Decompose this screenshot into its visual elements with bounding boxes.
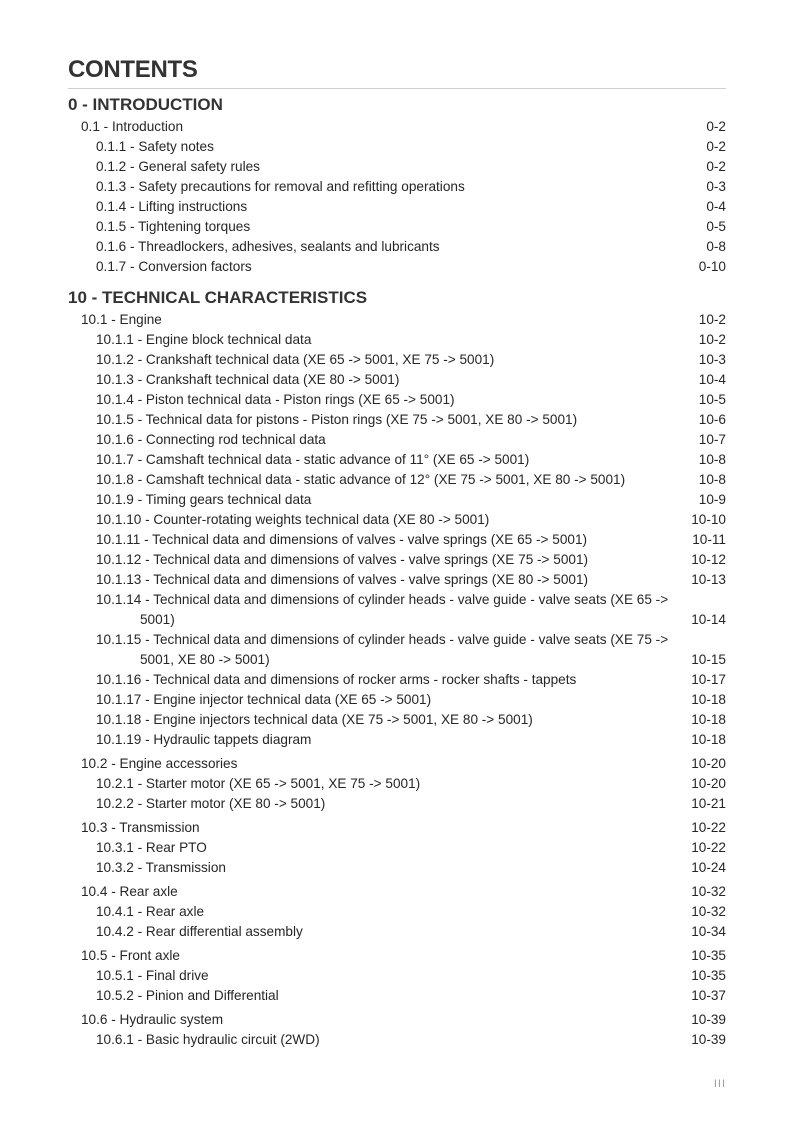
entry-page-number: 10-15 <box>691 652 726 667</box>
toc-subsection-entry[interactable] <box>68 430 726 450</box>
entry-label: 10.5 - Front axle <box>81 948 180 963</box>
entry-label: 10.1.11 - Technical data and dimensions of valves - valve springs (XE 65 -> 5001) <box>96 532 588 547</box>
toc-chapter <box>68 93 726 277</box>
toc-subsection-entry[interactable] <box>68 986 726 1006</box>
entry-label: 10.3 - Transmission <box>81 820 200 835</box>
toc-section-entry[interactable] <box>68 310 726 330</box>
entry-label: 10.1.12 - Technical data and dimensions of valves - valve springs (XE 75 -> 5001) <box>96 552 589 567</box>
entry-label: 0.1.3 - Safety precautions for removal and refitting operations <box>96 179 465 194</box>
toc-subsection-entry[interactable] <box>68 157 726 177</box>
entry-label: 10.2.1 - Starter motor (XE 65 -> 5001, XE 75 -> 5001) <box>96 776 421 791</box>
entry-page-number: 10-39 <box>691 1032 726 1047</box>
entry-page-number: 0-4 <box>706 199 726 214</box>
toc-section-entry[interactable] <box>68 117 726 137</box>
entry-label: 10.3.2 - Transmission <box>96 860 226 875</box>
toc-subsection-entry[interactable] <box>68 902 726 922</box>
title-divider <box>68 88 726 89</box>
entry-page-number: 10-32 <box>691 904 726 919</box>
entry-label: 10.1.6 - Connecting rod technical data <box>96 432 326 447</box>
entry-page-number: 10-2 <box>698 312 726 327</box>
toc-subsection-entry[interactable] <box>68 510 726 530</box>
toc-subsection-entry[interactable] <box>68 730 726 750</box>
table-of-contents <box>68 92 726 1050</box>
entry-page-number: 10-4 <box>698 372 726 387</box>
toc-subsection-entry[interactable] <box>68 257 726 277</box>
toc-subsection-entry[interactable] <box>68 350 726 370</box>
toc-section <box>68 117 726 277</box>
page-title: CONTENTS <box>68 56 198 83</box>
toc-subsection-entry[interactable] <box>68 670 726 690</box>
entry-page-number: 10-37 <box>691 988 726 1003</box>
toc-subsection-entry[interactable] <box>68 1030 726 1050</box>
entry-label: 10.1.17 - Engine injector technical data (XE 65 -> 5001) <box>96 692 432 707</box>
entry-label: 10.1.14 - Technical data and dimensions of cylinder heads - valve guide - valve seats (XE 65 -> 5001) <box>96 592 669 627</box>
entry-label: 0.1.5 - Tightening torques <box>96 219 251 234</box>
entry-label: 0.1 - Introduction <box>81 119 184 134</box>
entry-page-number: 10-11 <box>692 532 726 547</box>
entry-page-number: 10-8 <box>698 452 726 467</box>
entry-page-number: 10-10 <box>691 512 726 527</box>
toc-subsection-entry[interactable] <box>68 530 726 550</box>
entry-label: 10.1.7 - Camshaft technical data - static advance of 11° (XE 65 -> 5001) <box>96 452 530 467</box>
entry-label: 10.5.1 - Final drive <box>96 968 209 983</box>
toc-section-entry[interactable] <box>68 818 726 838</box>
entry-label: 10.1.18 - Engine injectors technical data (XE 75 -> 5001, XE 80 -> 5001) <box>96 712 533 727</box>
entry-page-number: 10-35 <box>691 948 726 963</box>
toc-subsection-entry[interactable] <box>68 177 726 197</box>
entry-label: 0.1.2 - General safety rules <box>96 159 260 174</box>
entry-label: 10.1.13 - Technical data and dimensions of valves - valve springs (XE 80 -> 5001) <box>96 572 589 587</box>
entry-page-number: 10-9 <box>698 492 726 507</box>
toc-subsection-entry[interactable] <box>68 137 726 157</box>
entry-page-number: 0-2 <box>706 159 726 174</box>
entry-page-number: 10-22 <box>691 820 726 835</box>
entry-page-number: 10-20 <box>691 776 726 791</box>
entry-page-number: 0-10 <box>698 259 726 274</box>
toc-subsection-entry[interactable] <box>68 370 726 390</box>
entry-page-number: 10-5 <box>698 392 726 407</box>
entry-page-number: 0-3 <box>706 179 726 194</box>
entry-label: 10.1.16 - Technical data and dimensions of rocker arms - rocker shafts - tappets <box>96 672 577 687</box>
entry-label: 10.6.1 - Basic hydraulic circuit (2WD) <box>96 1032 320 1047</box>
entry-label: 0.1.6 - Threadlockers, adhesives, sealants and lubricants <box>96 239 440 254</box>
entry-label: 0.1.4 - Lifting instructions <box>96 199 248 214</box>
toc-section-entry[interactable] <box>68 946 726 966</box>
entry-page-number: 10-21 <box>691 796 726 811</box>
toc-subsection-entry[interactable] <box>68 774 726 794</box>
entry-page-number: 10-7 <box>698 432 726 447</box>
toc-section <box>68 818 726 878</box>
toc-subsection-entry[interactable] <box>68 710 726 730</box>
toc-section <box>68 754 726 814</box>
toc-subsection-entry[interactable] <box>68 690 726 710</box>
entry-label: 10.1.15 - Technical data and dimensions of cylinder heads - valve guide - valve seats (XE 75 -> 5001, XE 80 -> 5001) <box>96 632 669 667</box>
toc-chapter <box>68 286 726 1050</box>
toc-section-entry[interactable] <box>68 1010 726 1030</box>
entry-page-number: 0-2 <box>706 119 726 134</box>
entry-page-number: 10-13 <box>691 572 726 587</box>
entry-page-number: 10-18 <box>691 692 726 707</box>
chapter-heading[interactable]: 10 - TECHNICAL CHARACTERISTICS <box>68 288 368 307</box>
toc-section <box>68 946 726 1006</box>
entry-page-number: 10-20 <box>691 756 726 771</box>
toc-subsection-entry[interactable] <box>68 630 726 670</box>
toc-subsection-entry[interactable] <box>68 858 726 878</box>
entry-label: 10.5.2 - Pinion and Differential <box>96 988 279 1003</box>
entry-label: 10.1.9 - Timing gears technical data <box>96 492 312 507</box>
toc-subsection-entry[interactable] <box>68 838 726 858</box>
entry-page-number: 10-6 <box>698 412 726 427</box>
toc-section <box>68 310 726 750</box>
toc-section-entry[interactable] <box>68 882 726 902</box>
entry-label: 10.4.1 - Rear axle <box>96 904 205 919</box>
entry-page-number: 10-32 <box>691 884 726 899</box>
entry-page-number: 10-3 <box>698 352 726 367</box>
entry-page-number: 10-14 <box>691 612 726 627</box>
entry-label: 10.6 - Hydraulic system <box>81 1012 224 1027</box>
toc-subsection-entry[interactable] <box>68 330 726 350</box>
entry-page-number: 10-8 <box>698 472 726 487</box>
entry-label: 10.4.2 - Rear differential assembly <box>96 924 303 939</box>
toc-subsection-entry[interactable] <box>68 570 726 590</box>
entry-label: 10.1.3 - Crankshaft technical data (XE 80 -> 5001) <box>96 372 400 387</box>
page-number: III <box>713 1078 726 1090</box>
entry-page-number: 10-18 <box>691 712 726 727</box>
entry-label: 10.1.5 - Technical data for pistons - Piston rings (XE 75 -> 5001, XE 80 -> 5001) <box>96 412 578 427</box>
toc-subsection-entry[interactable] <box>68 794 726 814</box>
entry-label: 0.1.1 - Safety notes <box>96 139 214 154</box>
entry-label: 10.1.2 - Crankshaft technical data (XE 65 -> 5001, XE 75 -> 5001) <box>96 352 495 367</box>
toc-subsection-entry[interactable] <box>68 922 726 942</box>
entry-page-number: 10-2 <box>698 332 726 347</box>
entry-page-number: 10-22 <box>691 840 726 855</box>
toc-subsection-entry[interactable] <box>68 217 726 237</box>
entry-label: 10.2 - Engine accessories <box>81 756 238 771</box>
toc-subsection-entry[interactable] <box>68 450 726 470</box>
entry-page-number: 0-2 <box>706 139 726 154</box>
entry-page-number: 10-12 <box>691 552 726 567</box>
entry-page-number: 0-8 <box>706 239 726 254</box>
chapter-heading[interactable]: 0 - INTRODUCTION <box>68 95 223 114</box>
entry-page-number: 10-34 <box>691 924 726 939</box>
entry-page-number: 10-17 <box>691 672 726 687</box>
entry-page-number: 10-35 <box>691 968 726 983</box>
entry-label: 10.1.1 - Engine block technical data <box>96 332 312 347</box>
entry-label: 10.1 - Engine <box>81 312 162 327</box>
entry-page-number: 10-24 <box>691 860 726 875</box>
toc-subsection-entry[interactable] <box>68 237 726 257</box>
toc-subsection-entry[interactable] <box>68 470 726 490</box>
entry-label: 10.1.4 - Piston technical data - Piston rings (XE 65 -> 5001) <box>96 392 455 407</box>
entry-label: 10.3.1 - Rear PTO <box>96 840 207 855</box>
entry-page-number: 10-18 <box>691 732 726 747</box>
toc-section-entry[interactable] <box>68 754 726 774</box>
entry-page-number: 10-39 <box>691 1012 726 1027</box>
entry-page-number: 0-5 <box>706 219 726 234</box>
toc-subsection-entry[interactable] <box>68 550 726 570</box>
entry-label: 10.1.19 - Hydraulic tappets diagram <box>96 732 312 747</box>
toc-subsection-entry[interactable] <box>68 390 726 410</box>
toc-section <box>68 882 726 942</box>
toc-subsection-entry[interactable] <box>68 590 726 630</box>
entry-label: 0.1.7 - Conversion factors <box>96 259 252 274</box>
toc-subsection-entry[interactable] <box>68 490 726 510</box>
toc-subsection-entry[interactable] <box>68 966 726 986</box>
entry-label: 10.2.2 - Starter motor (XE 80 -> 5001) <box>96 796 326 811</box>
toc-subsection-entry[interactable] <box>68 197 726 217</box>
toc-subsection-entry[interactable] <box>68 410 726 430</box>
entry-label: 10.1.8 - Camshaft technical data - static advance of 12° (XE 75 -> 5001, XE 80 -> 5001) <box>96 472 626 487</box>
entry-label: 10.1.10 - Counter-rotating weights technical data (XE 80 -> 5001) <box>96 512 490 527</box>
entry-label: 10.4 - Rear axle <box>81 884 178 899</box>
toc-section <box>68 1010 726 1050</box>
